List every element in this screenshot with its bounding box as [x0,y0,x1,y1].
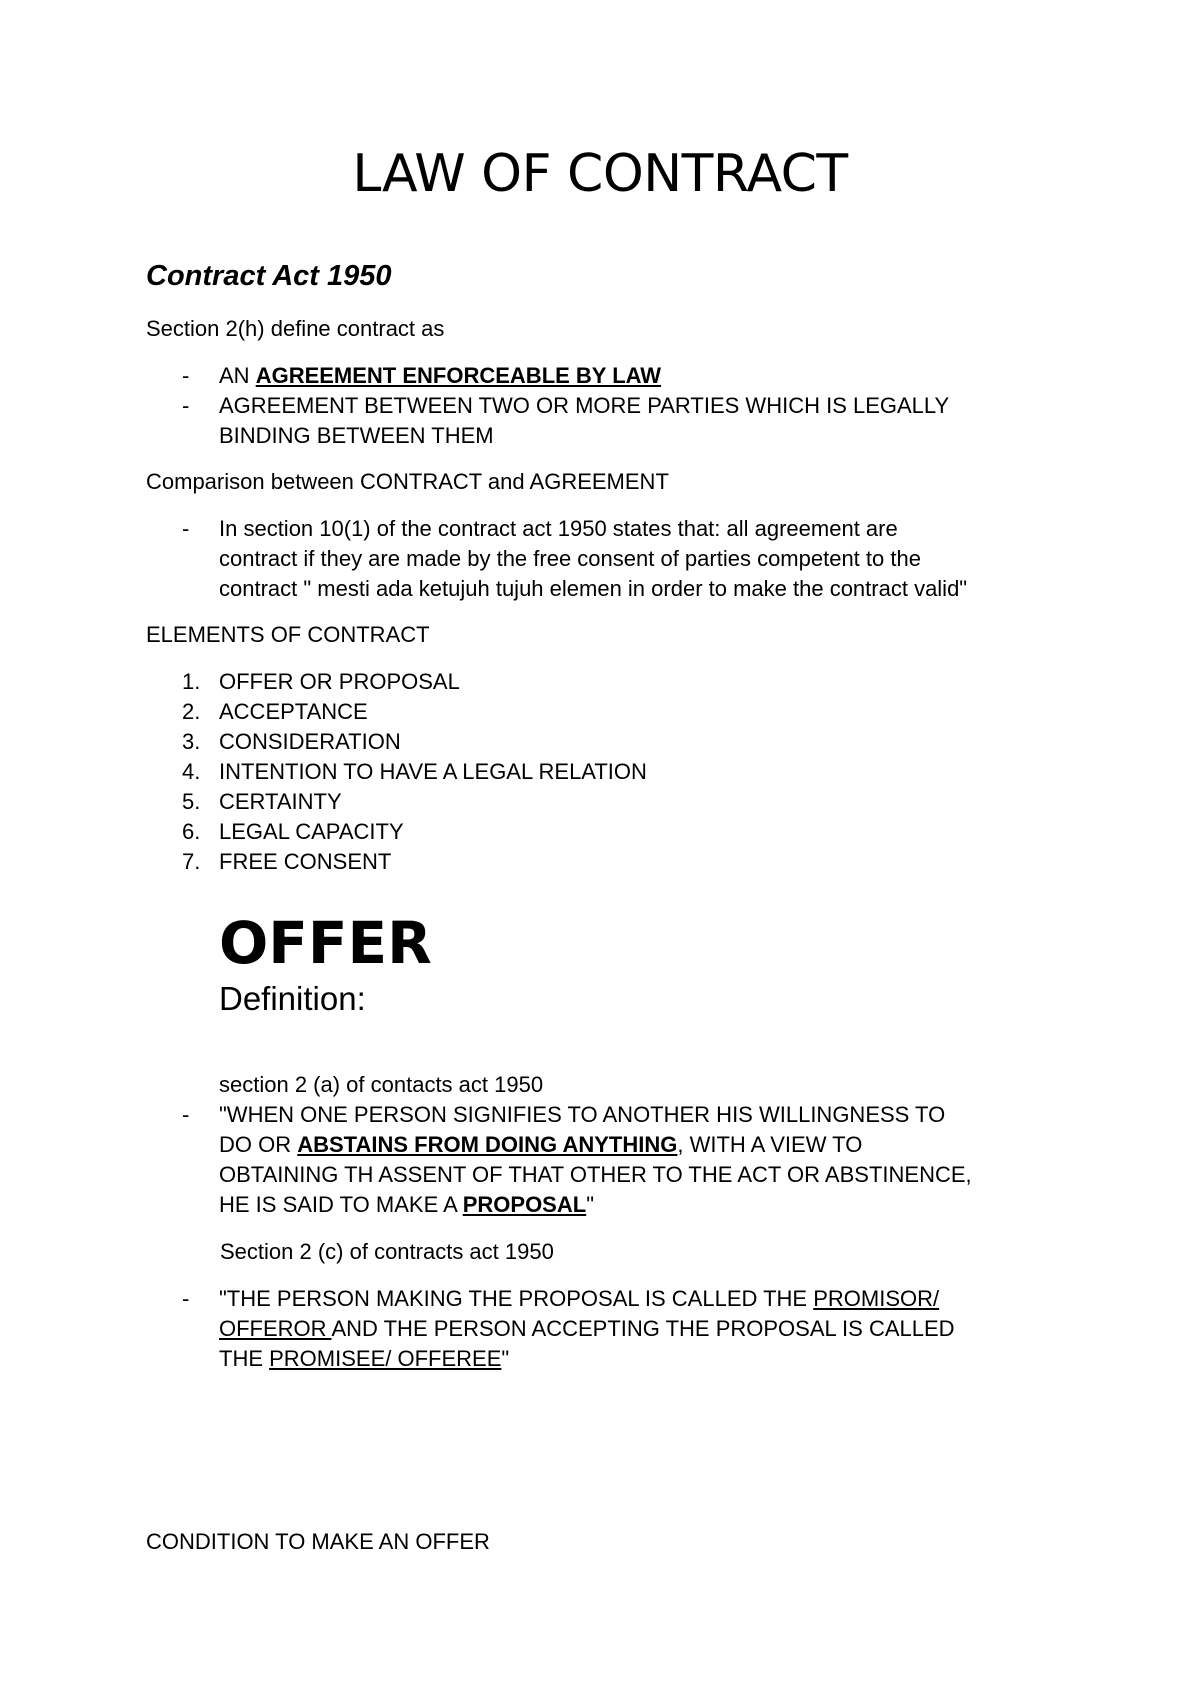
list-number: 6. [182,819,201,844]
quote-text: "THE PERSON MAKING THE PROPOSAL IS CALLED THE [219,1286,814,1311]
definition-item-1 [219,361,661,391]
bullet-dash: - [182,1286,190,1311]
quote-line: OBTAINING TH ASSENT OF THAT OTHER TO THE ACT OR ABSTINENCE, [219,1162,972,1187]
quote-text: AND THE PERSON ACCEPTING THE PROPOSAL IS CALLED [331,1316,955,1341]
quote-bold-underline: ABSTAINS FROM DOING ANYTHING [297,1132,678,1157]
list-number: 5. [182,789,201,814]
quote-section-2a [219,1100,1069,1220]
list-item: LEGAL CAPACITY [219,819,404,844]
quote-text: , WITH A VIEW TO [677,1132,863,1157]
list-number: 3. [182,729,201,754]
list-item: INTENTION TO HAVE A LEGAL RELATION [219,759,647,784]
list-item: ACCEPTANCE [219,699,368,724]
list-item: CONSIDERATION [219,729,401,754]
item-line: AGREEMENT BETWEEN TWO OR MORE PARTIES WHICH IS LEGALLY [219,393,950,418]
quote-text: HE IS SAID TO MAKE A [219,1192,463,1217]
list-number: 4. [182,759,201,784]
subtitle-contract-act: Contract Act 1950 [146,260,392,292]
quote-underline: PROMISEE/ OFFEREE [269,1346,502,1371]
paragraph-line: contract " mesti ada ketujuh tujuh elemen in order to make the contract valid" [219,576,968,601]
quote-line [219,1344,1069,1374]
section-2h-text: Section 2(h) define contract as [146,316,445,341]
item-bold-underline: AGREEMENT ENFORCEABLE BY LAW [255,363,662,388]
bullet-dash: - [182,1102,190,1127]
quote-line [219,1314,1069,1344]
quote-section-2c [219,1284,1069,1374]
section-2c-text: Section 2 (c) of contracts act 1950 [220,1239,554,1264]
comparison-heading: Comparison between CONTRACT and AGREEMENT [146,469,669,494]
bullet-dash: - [182,516,190,541]
quote-underline: OFFEROR [219,1316,332,1341]
list-number: 7. [182,849,201,874]
item-line: BINDING BETWEEN THEM [219,423,494,448]
quote-line [219,1190,1069,1220]
quote-text: " [501,1346,510,1371]
list-number: 2. [182,699,201,724]
list-item: OFFER OR PROPOSAL [219,669,460,694]
quote-underline: PROMISOR/ [813,1286,940,1311]
definition-item-2 [219,391,1069,451]
paragraph-line: contract if they are made by the free consent of parties competent to the [219,546,921,571]
list-item: FREE CONSENT [219,849,392,874]
document-title: LAW OF CONTRACT [352,144,848,204]
bullet-dash: - [182,393,190,418]
item-prefix: AN [219,363,256,388]
comparison-paragraph [219,514,1069,604]
offer-heading: OFFER [219,909,432,977]
condition-heading: CONDITION TO MAKE AN OFFER [146,1529,490,1554]
quote-text: THE [219,1346,270,1371]
quote-line [219,1284,1069,1314]
quote-bold-underline: PROPOSAL [462,1192,587,1217]
quote-line: "WHEN ONE PERSON SIGNIFIES TO ANOTHER HIS WILLINGNESS TO [219,1102,946,1127]
quote-line [219,1130,1069,1160]
bullet-dash: - [182,363,190,388]
definition-heading: Definition: [219,980,366,1017]
elements-heading: ELEMENTS OF CONTRACT [146,622,430,647]
quote-text: DO OR [219,1132,298,1157]
section-2a-text: section 2 (a) of contacts act 1950 [219,1072,544,1097]
list-number: 1. [182,669,201,694]
list-item: CERTAINTY [219,789,342,814]
quote-text: " [586,1192,594,1217]
paragraph-line: In section 10(1) of the contract act 1950 states that: all agreement are [219,516,898,541]
